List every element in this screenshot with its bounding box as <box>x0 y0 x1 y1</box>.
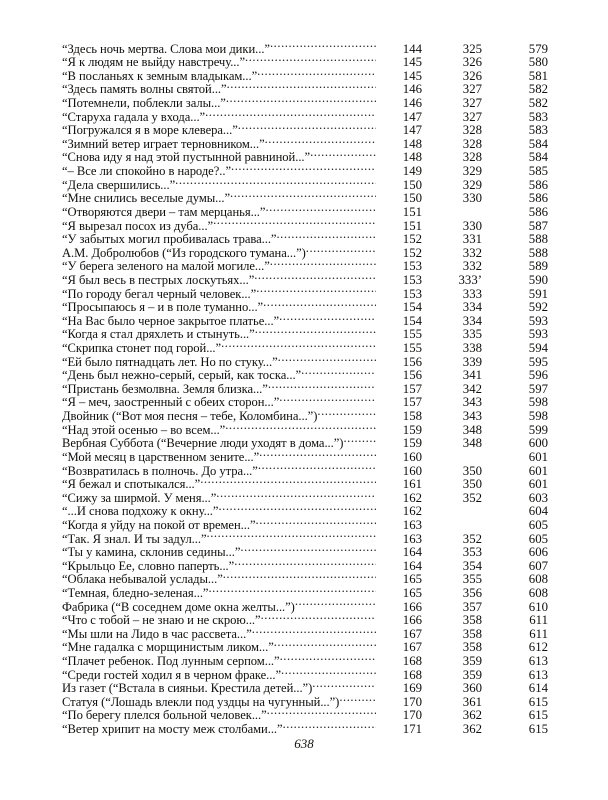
dot-leader <box>310 148 376 162</box>
index-entry-page-3: 599 <box>528 422 548 437</box>
index-entry-page-3: 584 <box>528 150 548 165</box>
index-entry-page-1: 165 <box>402 572 422 587</box>
index-entry-title: “Мой месяц в царственном зените...” <box>62 450 260 464</box>
index-entry-page-1: 165 <box>402 585 422 600</box>
index-entry-title: “Возвратилась в полночь. До утра...” <box>62 464 258 478</box>
dot-leader <box>306 243 376 257</box>
index-entry-title: “Здесь память волны святой...” <box>62 83 227 97</box>
index-entry-page-1: 171 <box>402 722 422 737</box>
index-entry-page-1: 159 <box>402 422 422 437</box>
index-entry-page-3: 611 <box>529 626 548 641</box>
index-entry-title: “Отворяются двери – там мерцанья...” <box>62 205 266 219</box>
dot-leader <box>221 338 376 352</box>
index-entry-title: “Среди гостей ходил я в черном фраке...” <box>62 668 282 682</box>
index-entry-title: “Когда я уйду на покой от времен...” <box>62 518 256 532</box>
index-entry-page-3: 608 <box>528 585 548 600</box>
dot-leader <box>230 189 376 203</box>
index-entry-title: “– Все ли спокойно в народе?..” <box>62 165 231 179</box>
index-entry-page-1: 150 <box>402 177 422 192</box>
dot-leader <box>216 488 376 502</box>
index-entry-title: “Здесь ночь мертва. Слова мои дики...” <box>62 42 270 56</box>
index-entry-page-1: 148 <box>402 150 422 165</box>
index-entry-title: “Потемнели, поблекли залы...” <box>62 97 226 111</box>
index-entry-page-2: 332 <box>462 259 482 274</box>
index-entry-page-3: 586 <box>528 204 548 219</box>
index-entry-title: “На Вас было черное закрытое платье...” <box>62 314 280 328</box>
index-entry-page-2: 333ʼ <box>458 272 482 287</box>
index-entry-title: “Мы шли на Лидо в час рассвета...” <box>62 627 252 641</box>
index-entry-page-1: 151 <box>402 204 422 219</box>
dot-leader <box>279 311 376 325</box>
index-entry-page-2: 343 <box>462 395 482 410</box>
index-entry-page-3: 582 <box>528 82 548 97</box>
index-entry-page-3: 586 <box>528 177 548 192</box>
index-entry-page-1: 152 <box>402 232 422 247</box>
index-entry-page-2: 325 <box>462 41 482 56</box>
index-entry-page-1: 168 <box>402 654 422 669</box>
index-entry-page-2: 355 <box>462 572 482 587</box>
index-entry-title: “Я – меч, заостренный с обеих сторон...” <box>62 396 280 410</box>
index-entry-page-3: 615 <box>528 708 548 723</box>
index-entry-page-3: 588 <box>528 232 548 247</box>
dot-leader <box>283 719 376 733</box>
index-entry-page-3: 597 <box>528 381 548 396</box>
index-entry-page-1: 153 <box>402 259 422 274</box>
dot-leader <box>231 161 376 175</box>
index-entry-page-2: 334 <box>462 300 482 315</box>
index-entry-page-2: 352 <box>462 531 482 546</box>
index-entry-page-1: 145 <box>402 68 422 83</box>
dot-leader <box>295 597 376 611</box>
dot-leader <box>226 93 376 107</box>
dot-leader <box>227 80 376 94</box>
index-entry-page-1: 147 <box>402 123 422 138</box>
dot-leader <box>256 284 376 298</box>
index-entry-page-3: 580 <box>528 55 548 70</box>
index-entry-page-1: 160 <box>402 463 422 478</box>
dot-leader <box>267 706 376 720</box>
index-entry-page-3: 600 <box>528 436 548 451</box>
index-entry-page-1: 146 <box>402 82 422 97</box>
dot-leader <box>279 393 376 407</box>
index-entry-page-1: 167 <box>402 640 422 655</box>
index-entry-page-3: 598 <box>528 409 548 424</box>
index-entry-page-2: 361 <box>462 694 482 709</box>
index-entry-page-2: 354 <box>462 558 482 573</box>
index-entry-page-2: 328 <box>462 123 482 138</box>
index-entry-page-2: 327 <box>462 109 482 124</box>
index-entry-page-1: 156 <box>402 354 422 369</box>
dot-leader <box>257 66 376 80</box>
dot-leader <box>207 529 376 543</box>
dot-leader <box>258 461 376 475</box>
dot-leader <box>270 257 376 271</box>
index-entry-page-3: 615 <box>528 722 548 737</box>
index-entry-title: “Я вырезал посох из дуба...” <box>62 219 214 233</box>
index-entry-page-1: 153 <box>402 272 422 287</box>
index-entry-page-3: 586 <box>528 191 548 206</box>
index-entry-page-3: 608 <box>528 572 548 587</box>
index-entry-page-2: 342 <box>462 381 482 396</box>
index-entry-page-2: 329 <box>462 164 482 179</box>
index-entry-title: “Погружался я в море клевера...” <box>62 124 238 138</box>
index-entry-page-2: 333 <box>462 286 482 301</box>
index-entry-page-1: 148 <box>402 136 422 151</box>
index-entry-page-3: 596 <box>528 368 548 383</box>
dot-leader <box>274 638 376 652</box>
index-entry-page-1: 154 <box>402 300 422 315</box>
index-entry-title: Вербная Суббота (“Вечерние люди уходят в дома...”) <box>62 437 344 451</box>
index-entry-page-3: 611 <box>529 613 548 628</box>
dot-leader <box>261 611 376 625</box>
dot-leader <box>256 515 376 529</box>
index-entry-page-1: 146 <box>402 96 422 111</box>
index-entry-title: “По городу бегал черный человек...” <box>62 287 257 301</box>
index-entry-page-3: 582 <box>528 96 548 111</box>
index-entry-page-1: 150 <box>402 191 422 206</box>
index-entry-page-1: 168 <box>402 667 422 682</box>
index-entry-page-2: 359 <box>462 667 482 682</box>
index-entry-page-2: 360 <box>462 681 482 696</box>
index-entry-page-2: 359 <box>462 654 482 669</box>
index-entry-title: “Зимний ветер играет терновником...” <box>62 137 265 151</box>
index-entry-page-3: 601 <box>528 449 548 464</box>
index-entry-page-1: 147 <box>402 109 422 124</box>
index-entry-page-1: 158 <box>402 409 422 424</box>
index-entry-title: “Мне гадалка с морщинистым ликом...” <box>62 641 274 655</box>
index-entry-page-1: 154 <box>402 313 422 328</box>
index-entry-page-2: 339 <box>462 354 482 369</box>
page-folio-number: 638 <box>294 736 314 751</box>
index-entry-title: “Сижу за ширмой. У меня...” <box>62 491 217 505</box>
index-entry-title: “Я к людям не выйду навстречу...” <box>62 56 246 70</box>
index-entry-page-2: 348 <box>462 422 482 437</box>
index-entry-page-1: 167 <box>402 626 422 641</box>
index-entry-page-3: 590 <box>528 272 548 287</box>
index-entry-page-2: 353 <box>462 545 482 560</box>
index-entry-page-3: 594 <box>528 341 548 356</box>
index-entry-page-2: 330 <box>462 218 482 233</box>
dot-leader <box>339 692 376 706</box>
dot-leader <box>265 134 376 148</box>
index-entry-page-3: 583 <box>528 123 548 138</box>
dot-leader <box>225 420 376 434</box>
index-entry-page-1: 164 <box>402 545 422 560</box>
index-entry-page-1: 152 <box>402 245 422 260</box>
index-entry-page-2: 341 <box>462 368 482 383</box>
index-entry-page-1: 145 <box>402 55 422 70</box>
dot-leader <box>259 447 376 461</box>
dot-leader <box>263 298 376 312</box>
index-entry-page-1: 157 <box>402 395 422 410</box>
index-entry-page-3: 601 <box>528 477 548 492</box>
index-entry-title: Фабрика (“В соседнем доме окна желты...”) <box>62 600 295 614</box>
dot-leader <box>205 107 376 121</box>
index-entry-page-1: 170 <box>402 694 422 709</box>
dot-leader <box>208 583 376 597</box>
index-entry-title: “Ей было пятнадцать лет. Но по стуку...” <box>62 355 278 369</box>
dot-leader <box>317 406 376 420</box>
dot-leader <box>238 121 376 135</box>
index-entry-page-1: 144 <box>402 41 422 56</box>
index-entry-title: “Ты у камина, склонив седины...” <box>62 546 241 560</box>
index-entry-page-3: 583 <box>528 109 548 124</box>
index-entry-page-2: 326 <box>462 55 482 70</box>
index-entry-title: Из газет (“Встала в сияньи. Крестила детей...”) <box>62 682 313 696</box>
index-entry-page-3: 592 <box>528 300 548 315</box>
index-entry-page-2: 328 <box>462 150 482 165</box>
index-entry-page-3: 591 <box>528 286 548 301</box>
index-entry-title: “Крыльцо Ее, словно паперть...” <box>62 559 235 573</box>
index-entry-title: “У забытых могил пробивалась трава...” <box>62 233 277 247</box>
index-entry-page-3: 612 <box>528 640 548 655</box>
index-entry-title: “Темная, бледно-зеленая...” <box>62 586 209 600</box>
index-entry-title: “...И снова подхожу к окну...” <box>62 505 219 519</box>
dot-leader <box>218 502 376 516</box>
index-entry-page-3: 593 <box>528 327 548 342</box>
index-entry-page-2: 352 <box>462 490 482 505</box>
index-entry-page-2: 329 <box>462 177 482 192</box>
index-entry-title: “Я бежал и спотыкался...” <box>62 478 201 492</box>
index-entry-page-1: 163 <box>402 531 422 546</box>
index-entry-title: “Дела свершились...” <box>62 178 176 192</box>
index-entry-page-1: 166 <box>402 599 422 614</box>
dot-leader <box>223 570 376 584</box>
index-entry-page-2: 332 <box>462 245 482 260</box>
index-entry-page-3: 603 <box>528 490 548 505</box>
index-entry-page-1: 159 <box>402 436 422 451</box>
index-entry-page-2: 358 <box>462 626 482 641</box>
index-entry-title: “По берегу плелся больной человек...” <box>62 709 267 723</box>
dot-leader <box>276 230 376 244</box>
index-entry-page-2: 356 <box>462 585 482 600</box>
index-entry-page-1: 166 <box>402 613 422 628</box>
index-entry-page-3: 606 <box>528 545 548 560</box>
index-entry-page-3: 579 <box>528 41 548 56</box>
index-entry-page-2: 362 <box>462 708 482 723</box>
index-entry-page-3: 588 <box>528 245 548 260</box>
index-entry-page-1: 149 <box>402 164 422 179</box>
index-entry-page-2: 338 <box>462 341 482 356</box>
index-entry-page-1: 157 <box>402 381 422 396</box>
index-entry-page-3: 587 <box>528 218 548 233</box>
index-entry-page-3: 589 <box>528 259 548 274</box>
dot-leader <box>255 325 376 339</box>
index-entry-page-3: 584 <box>528 136 548 151</box>
index-entry-page-1: 153 <box>402 286 422 301</box>
dot-leader <box>175 175 376 189</box>
index-entry-page-2: 343 <box>462 409 482 424</box>
index-entry-page-3: 593 <box>528 313 548 328</box>
index-entry-page-3: 613 <box>528 654 548 669</box>
index-entry-page-2: 327 <box>462 82 482 97</box>
index-entry-page-2: 357 <box>462 599 482 614</box>
index-entry-page-3: 601 <box>528 463 548 478</box>
index-entry-page-2: 327 <box>462 96 482 111</box>
index-entry-title: “Старуха гадала у входа...” <box>62 110 206 124</box>
index-entry-page-2: 331 <box>462 232 482 247</box>
index-entry-title: “Облака небывалой услады...” <box>62 573 223 587</box>
dot-leader <box>301 366 376 380</box>
index-entry-page-3: 604 <box>528 504 548 519</box>
dot-leader <box>270 39 376 53</box>
index-entry-page-1: 169 <box>402 681 422 696</box>
index-entry-title: А.М. Добролюбов (“Из городского тумана...”) <box>62 246 306 260</box>
dot-leader <box>240 543 376 557</box>
dot-leader <box>278 352 376 366</box>
dot-leader <box>200 475 376 489</box>
index-entry-title: “Снова иду я над этой пустынной равниной...” <box>62 151 311 165</box>
index-entry-title: “Плачет ребенок. Под лунным серпом...” <box>62 655 280 669</box>
index-entry-page-1: 162 <box>402 504 422 519</box>
index-entry-page-1: 155 <box>402 341 422 356</box>
index-entry-title: “Так. Я знал. И ты задул...” <box>62 532 207 546</box>
dot-leader <box>213 216 376 230</box>
index-entry-page-2: 335 <box>462 327 482 342</box>
index-entry-page-2: 326 <box>462 68 482 83</box>
index-entry-page-3: 605 <box>528 517 548 532</box>
index-entry-page-3: 607 <box>528 558 548 573</box>
index-entry-title: “У берега зеленого на малой могиле...” <box>62 260 270 274</box>
index-entry-title: “Просыпаюсь я – и в поле туманно...” <box>62 301 264 315</box>
index-entry-page-2: 362 <box>462 722 482 737</box>
index-entry-page-3: 598 <box>528 395 548 410</box>
index-entry-title: “Скрипка стонет под горой...” <box>62 342 222 356</box>
dot-leader <box>268 379 376 393</box>
index-entry <box>62 39 548 56</box>
index-entry-title: “Что с тобой – не знаю и не скрою...” <box>62 614 261 628</box>
index-entry-title: “В посланьях к земным владыкам...” <box>62 69 258 83</box>
index-entry-title: “Когда я стал дряхлеть и стынуть...” <box>62 328 255 342</box>
index-entry-title: “Ветер хрипит на мосту меж столбами...” <box>62 723 283 737</box>
index-entry-page-3: 615 <box>528 694 548 709</box>
index-entry-title: “Над этой осенью – во всем...” <box>62 423 226 437</box>
index-entry-page-2: 350 <box>462 477 482 492</box>
index-entry-page-1: 160 <box>402 449 422 464</box>
index-entry-title: “День был нежно-серый, серый, как тоска...” <box>62 369 302 383</box>
dot-leader <box>265 202 376 216</box>
index-entry-page-1: 155 <box>402 327 422 342</box>
index-entry-page-2: 358 <box>462 613 482 628</box>
index-entry-page-3: 581 <box>528 68 548 83</box>
index-entry-page-2: 348 <box>462 436 482 451</box>
index-entry-page-3: 595 <box>528 354 548 369</box>
index-entry-page-3: 610 <box>528 599 548 614</box>
index-entry-page-3: 585 <box>528 164 548 179</box>
index-entry-page-1: 164 <box>402 558 422 573</box>
index-entry-page-3: 613 <box>528 667 548 682</box>
index-entry-page-1: 156 <box>402 368 422 383</box>
index-entry-page-1: 163 <box>402 517 422 532</box>
dot-leader <box>312 679 376 693</box>
index-entry-title: Статуя (“Лошадь влекли под уздцы на чугунный...”) <box>62 695 340 709</box>
index-entry-title: “Я был весь в пестрых лоскутьях...” <box>62 273 255 287</box>
index-entry-title: “Пристань безмолвна. Земля близка...” <box>62 382 268 396</box>
dot-leader <box>281 665 376 679</box>
index-entry-page-1: 161 <box>402 477 422 492</box>
index-entry-page-1: 170 <box>402 708 422 723</box>
index-entry-list <box>62 39 548 737</box>
index-entry-page-2: 350 <box>462 463 482 478</box>
index-entry-page-2: 328 <box>462 136 482 151</box>
index-entry-page-1: 162 <box>402 490 422 505</box>
index-entry-page-1: 151 <box>402 218 422 233</box>
dot-leader <box>234 556 376 570</box>
index-entry-page-3: 605 <box>528 531 548 546</box>
index-entry-page-2: 330 <box>462 191 482 206</box>
dot-leader <box>343 434 376 448</box>
dot-leader <box>252 624 376 638</box>
index-entry-page-3: 614 <box>528 681 548 696</box>
dot-leader <box>245 53 376 67</box>
index-entry-title: Двойник (“Вот моя песня – тебе, Коломбина...”) <box>62 410 318 424</box>
dot-leader <box>254 270 376 284</box>
index-entry-page-2: 358 <box>462 640 482 655</box>
dot-leader <box>280 651 376 665</box>
index-entry-page-2: 334 <box>462 313 482 328</box>
index-entry-title: “Мне снились веселые думы...” <box>62 192 230 206</box>
